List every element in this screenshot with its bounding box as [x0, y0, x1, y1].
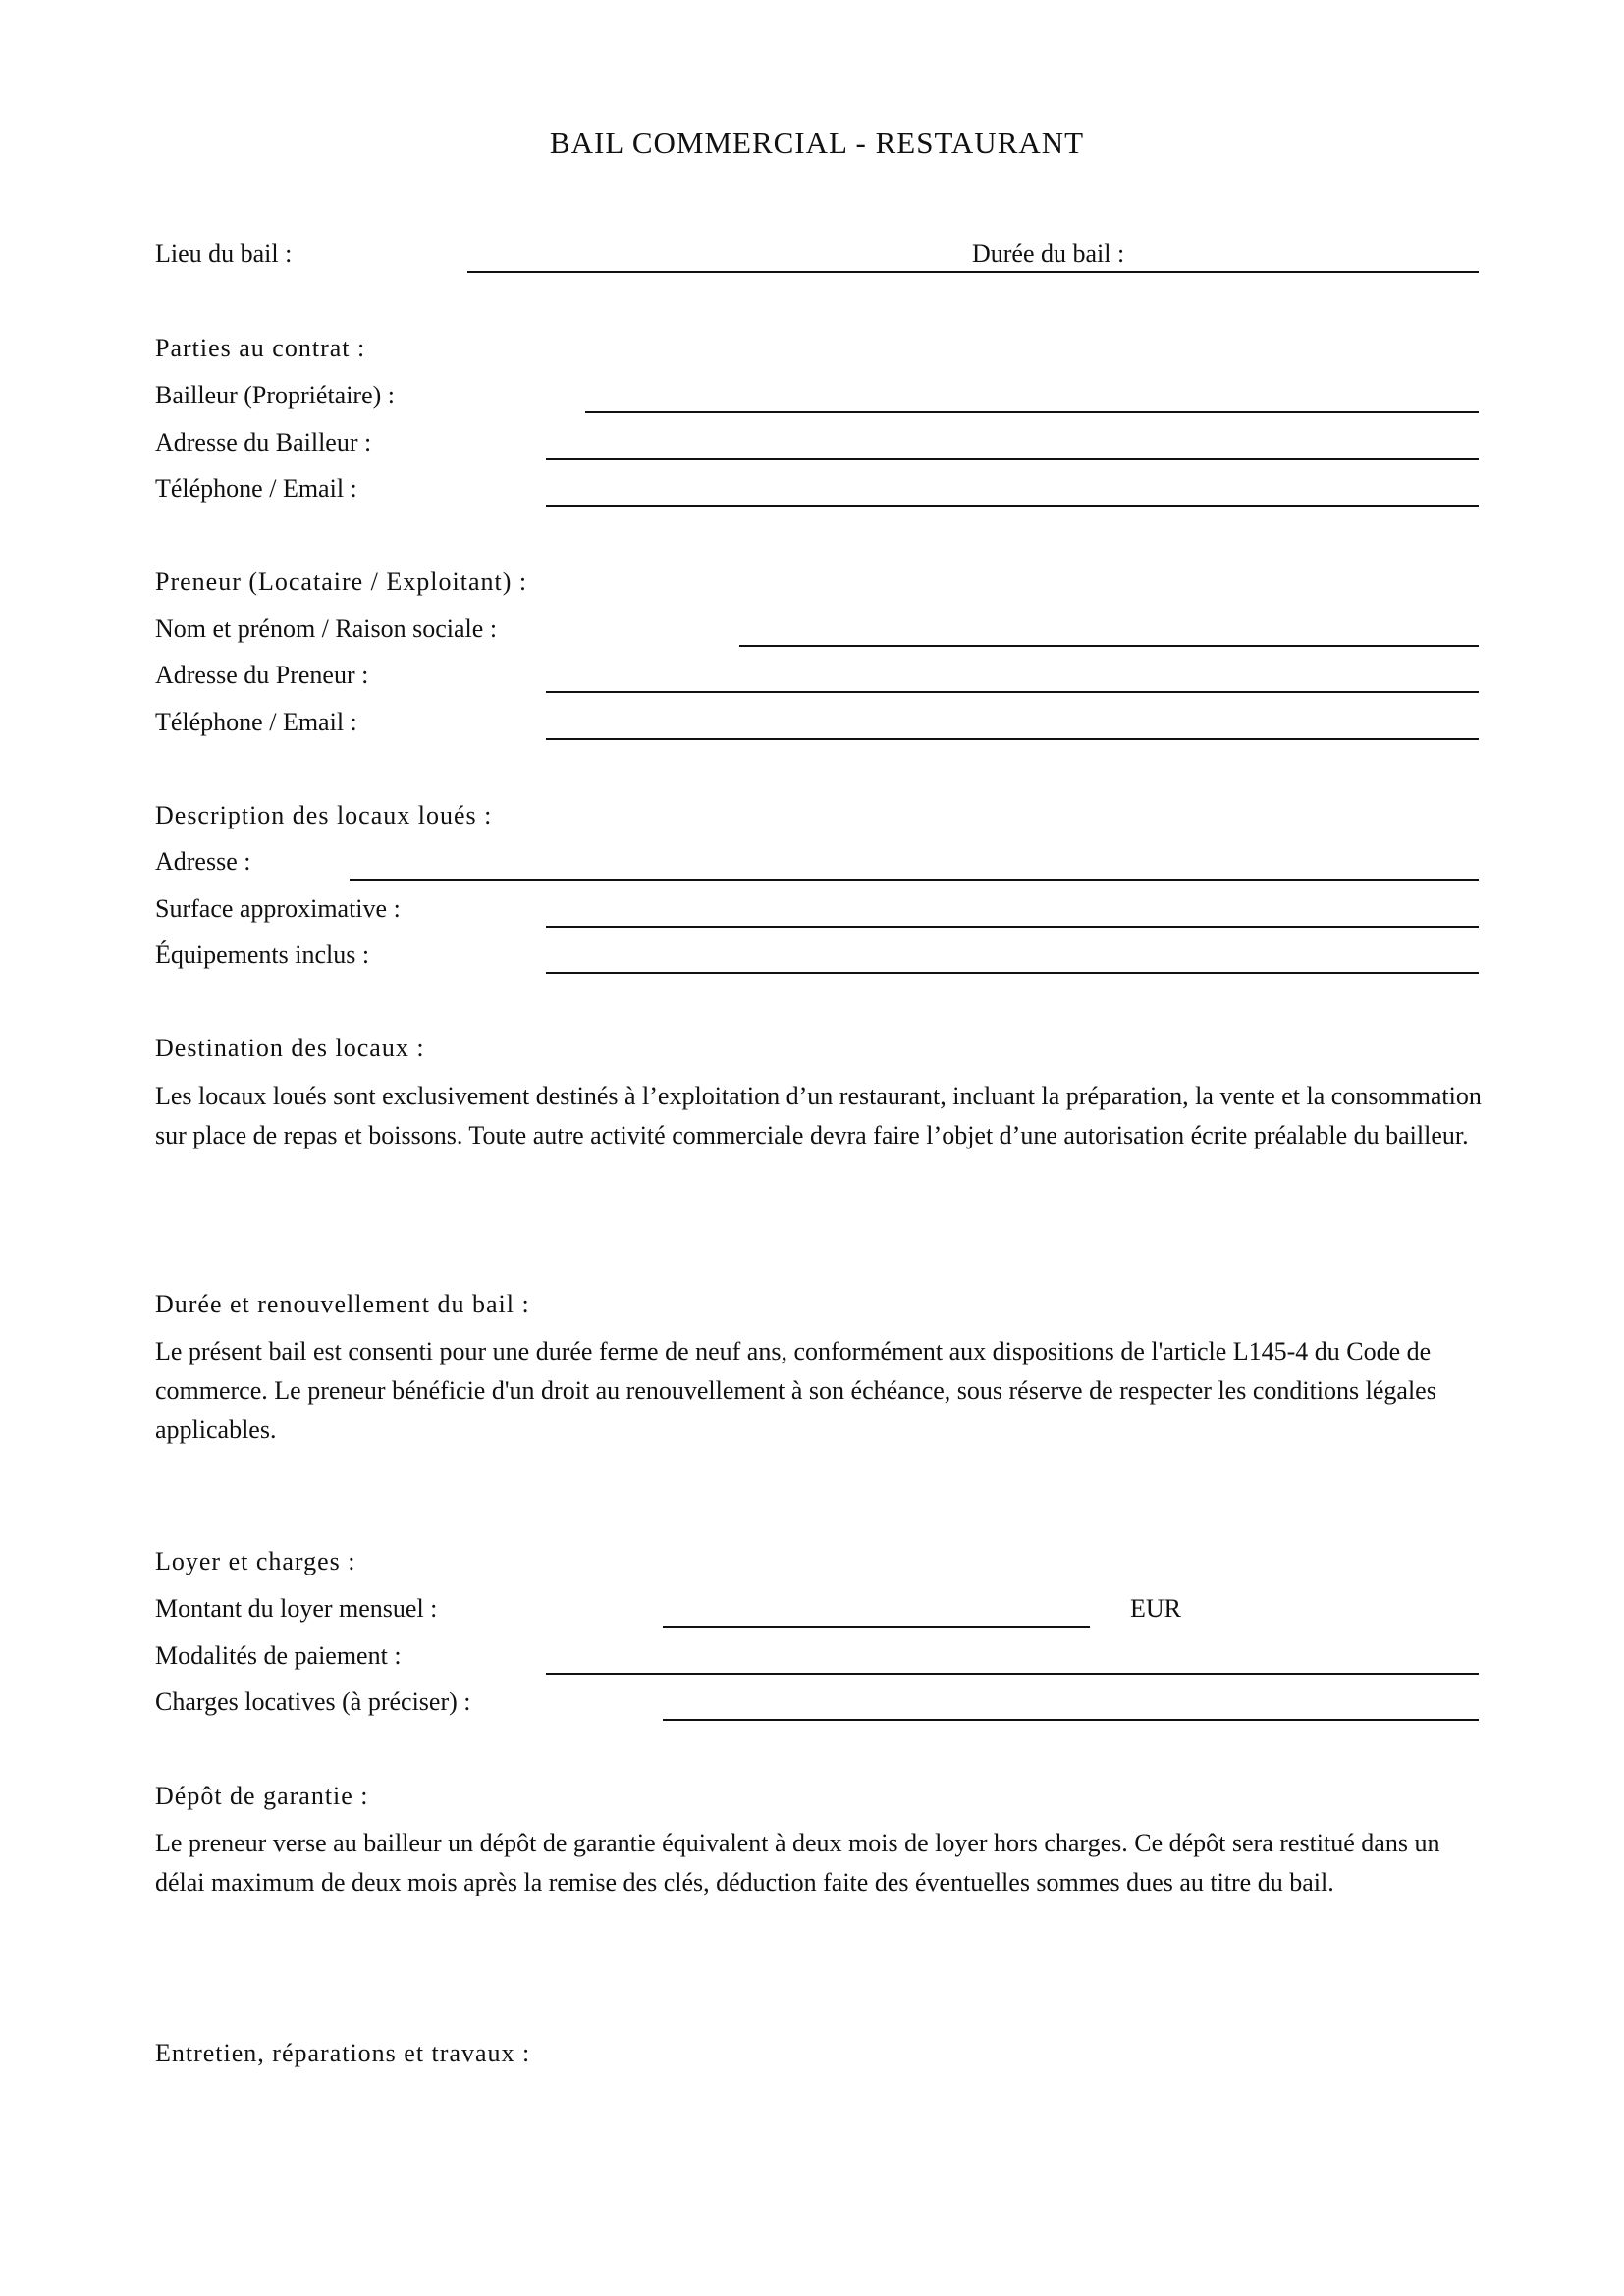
lieu-field[interactable] — [467, 271, 1479, 273]
montant-field[interactable] — [663, 1626, 1090, 1628]
locaux-heading: Description des locaux loués : — [155, 801, 493, 829]
telephone-bailleur-label: Téléphone / Email : — [155, 474, 357, 503]
duree-label: Durée du bail : — [972, 240, 1125, 268]
destination-paragraph: Les locaux loués sont exclusivement destinés à l’exploitation d’un restaurant, incluant la préparation, la vente et la consommation sur place de repas et boissons. Toute autre activité commerciale devra faire l’objet d’une autorisation écrite préalable du bailleur. — [155, 1082, 1482, 1149]
charges-field[interactable] — [663, 1719, 1479, 1721]
preneur-nom-field[interactable] — [739, 645, 1479, 647]
montant-label: Montant du loyer mensuel : — [155, 1594, 438, 1623]
destination-heading: Destination des locaux : — [155, 1034, 425, 1062]
document-title: BAIL COMMERCIAL - RESTAURANT — [549, 126, 1085, 160]
duree-heading: Durée et renouvellement du bail : — [155, 1290, 530, 1318]
preneur-nom-label: Nom et prénom / Raison sociale : — [155, 614, 498, 643]
modalites-field[interactable] — [546, 1673, 1479, 1675]
equipements-field[interactable] — [546, 972, 1479, 974]
charges-label: Charges locatives (à préciser) : — [155, 1687, 471, 1716]
preneur-heading: Preneur (Locataire / Exploitant) : — [155, 567, 528, 596]
duree-paragraph: Le présent bail est consenti pour une durée ferme de neuf ans, conformément aux dispositions de l'article L145-4 du Code de commerce. Le preneur bénéficie d'un droit au renouvellement à son échéance, sous réserve de respecter les conditions légales applicables. — [155, 1337, 1436, 1444]
telephone-bailleur-field[interactable] — [546, 505, 1479, 507]
loyer-heading: Loyer et charges : — [155, 1547, 356, 1575]
surface-label: Surface approximative : — [155, 894, 401, 923]
preneur-adresse-label: Adresse du Preneur : — [155, 661, 369, 689]
adresse-bailleur-label: Adresse du Bailleur : — [155, 428, 372, 456]
bailleur-label: Bailleur (Propriétaire) : — [155, 381, 396, 409]
depot-paragraph: Le preneur verse au bailleur un dépôt de garantie équivalent à deux mois de loyer hors charges. Ce dépôt sera restitué dans un délai maximum de deux mois après la remise des clés, déduction faite des éventuelles sommes dues au titre du bail. — [155, 1829, 1440, 1896]
locaux-adresse-field[interactable] — [350, 879, 1479, 881]
lieu-label: Lieu du bail : — [155, 240, 293, 268]
modalites-label: Modalités de paiement : — [155, 1641, 402, 1670]
currency-label: EUR — [1130, 1594, 1181, 1623]
adresse-bailleur-field[interactable] — [546, 458, 1479, 460]
entretien-heading: Entretien, réparations et travaux : — [155, 2039, 531, 2067]
equipements-label: Équipements inclus : — [155, 940, 370, 969]
locaux-adresse-label: Adresse : — [155, 847, 251, 876]
preneur-telephone-label: Téléphone / Email : — [155, 708, 357, 736]
depot-heading: Dépôt de garantie : — [155, 1782, 369, 1810]
surface-field[interactable] — [546, 926, 1479, 928]
preneur-telephone-field[interactable] — [546, 738, 1479, 740]
parties-heading: Parties au contrat : — [155, 334, 366, 362]
preneur-adresse-field[interactable] — [546, 691, 1479, 693]
bailleur-field[interactable] — [585, 411, 1479, 413]
